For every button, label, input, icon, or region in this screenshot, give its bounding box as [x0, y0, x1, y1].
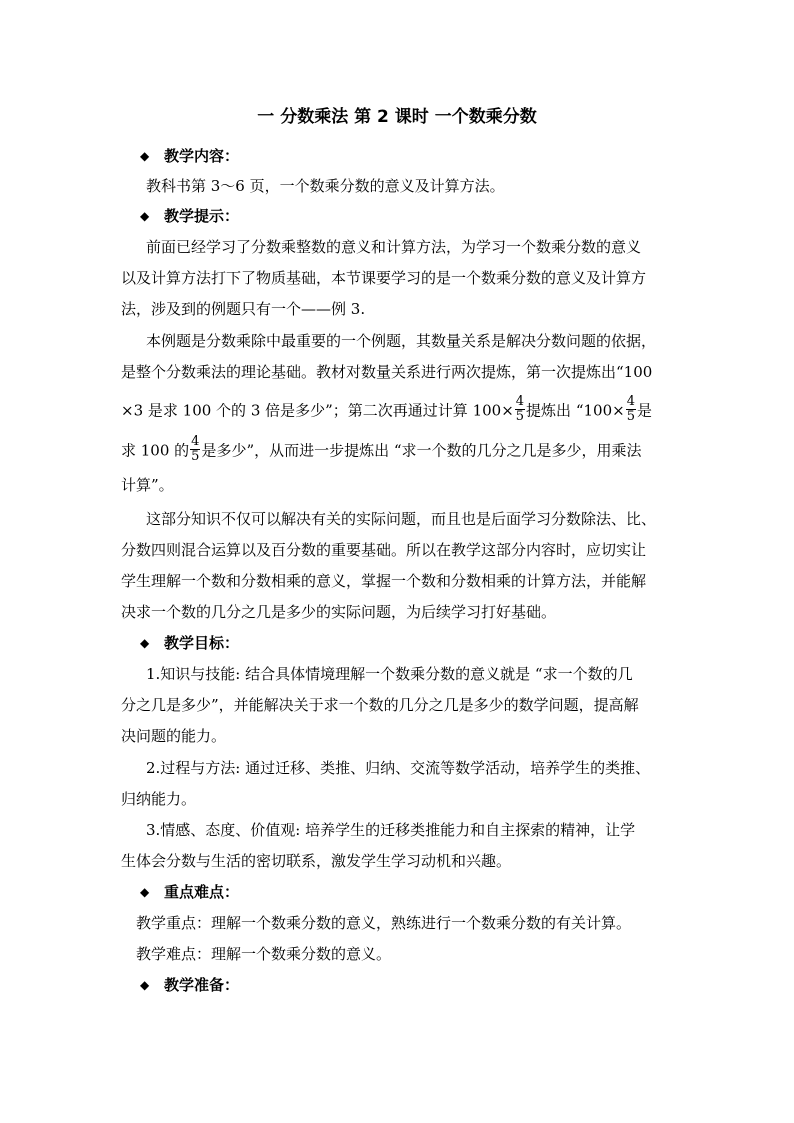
fraction-denominator: 5	[191, 449, 200, 464]
heading-text: 重点难点：	[164, 883, 240, 901]
goal-1-line-3: 决问题的能力。	[121, 727, 227, 745]
tips-p2-line-4	[121, 434, 681, 466]
section-heading-key-points	[140, 881, 239, 903]
fraction-denominator: 5	[515, 409, 525, 424]
tips-p1-line-2: 以及计算方法打下了物质基础，本节课要学习的是一个数乘分数的意义及计算方	[121, 269, 647, 287]
section-heading-content	[140, 145, 239, 167]
text-segment: 求 100 的	[121, 441, 190, 460]
goal-1-line-2: 分之几是多少”，并能解决关于求一个数的几分之几是多少的数学问题，提高解	[121, 696, 639, 714]
fraction-denominator: 5	[626, 409, 635, 424]
goal-2-line-1: 2.过程与方法: 通过迁移、类推、归纳、交流等数学活动，培养学生的类推、	[146, 759, 651, 777]
heading-text: 教学准备：	[164, 976, 240, 994]
tips-p3-line-2: 分数四则混合运算以及百分数的重要基础。所以在教学这部分内容时，应切实让	[121, 541, 647, 559]
goal-3-line-2: 生体会分数与生活的密切联系，激发学生学习动机和兴趣。	[121, 852, 512, 870]
tips-p2-line-3	[121, 394, 681, 426]
tips-p3-line-4: 决求一个数的几分之几是多少的实际问题，为后续学习打好基础。	[121, 603, 557, 621]
goal-1-line-1: 1.知识与技能: 结合具体情境理解一个数乘分数的意义就是 “求一个数的几	[146, 665, 633, 683]
content-line: 教科书第 3～6 页，一个数乘分数的意义及计算方法。	[146, 177, 505, 195]
heading-text: 教学提示：	[164, 207, 240, 225]
text-segment: 是多少”，从而进一步提炼出 “求一个数的几分之几是多少，用乘法	[201, 441, 642, 460]
fraction-four-fifths	[190, 435, 200, 464]
goal-2-line-2: 归纳能力。	[121, 790, 197, 808]
section-heading-tips	[140, 205, 239, 227]
fraction-four-fifths	[515, 395, 525, 424]
diamond-bullet-icon: ◆	[140, 636, 150, 650]
fraction-numerator: 4	[515, 394, 525, 409]
fraction-numerator: 4	[626, 394, 635, 409]
goal-3-line-1: 3.情感、态度、价值观: 培养学生的迁移类推能力和自主探索的精神，让学	[146, 821, 636, 839]
text-segment: 提炼出 “100×	[526, 401, 625, 420]
tips-p3-line-3: 学生理解一个数和分数相乘的意义，掌握一个数和分数相乘的计算方法，并能解	[121, 572, 647, 590]
section-heading-goals	[140, 632, 239, 654]
heading-text: 教学内容：	[164, 147, 240, 165]
tips-p1-line-1: 前面已经学习了分数乘整数的意义和计算方法，为学习一个数乘分数的意义	[146, 238, 642, 256]
tips-p3-line-1: 这部分知识不仅可以解决有关的实际问题，而且也是后面学习分数除法、比、	[146, 510, 657, 528]
tips-p1-line-3: 法，涉及到的例题只有一个——例 3.	[121, 300, 366, 318]
section-heading-preparation	[140, 974, 239, 996]
page-title: 一 分数乘法 第 2 课时 一个数乘分数	[257, 107, 537, 127]
text-segment: ×3 是求 100 个的 3 倍是多少”；第二次再通过计算 100×	[121, 401, 514, 420]
tips-p2-line-1: 本例题是分数乘除中最重要的一个例题，其数量关系是解决分数问题的依据，	[146, 332, 657, 350]
fraction-numerator: 4	[191, 434, 200, 449]
diamond-bullet-icon: ◆	[140, 209, 150, 223]
heading-text: 教学目标：	[164, 634, 240, 652]
diamond-bullet-icon: ◆	[140, 149, 150, 163]
text-segment: 是	[636, 401, 652, 420]
difficulty-line: 教学难点：理解一个数乘分数的意义。	[136, 945, 392, 963]
tips-p2-line-2: 是整个分数乘法的理论基础。教材对数量关系进行两次提炼，第一次提炼出“100	[121, 363, 653, 381]
diamond-bullet-icon: ◆	[140, 885, 150, 899]
diamond-bullet-icon: ◆	[140, 978, 150, 992]
key-point-line: 教学重点：理解一个数乘分数的意义，熟练进行一个数乘分数的有关计算。	[136, 914, 632, 932]
tips-p2-line-5: 计算”。	[121, 476, 174, 494]
fraction-four-fifths	[626, 395, 636, 424]
